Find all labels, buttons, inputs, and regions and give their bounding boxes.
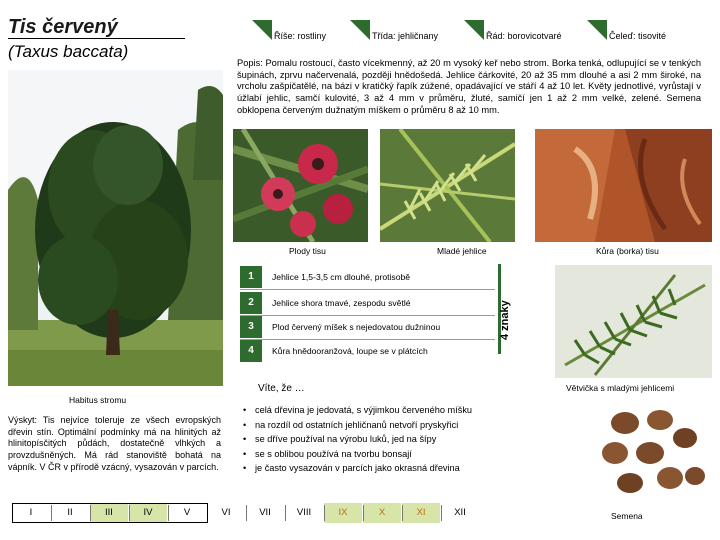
feature-row: [240, 316, 495, 338]
triangle-marker-icon: [464, 20, 484, 40]
feature-row: [240, 292, 495, 314]
months-frame: [12, 503, 208, 523]
taxonomy-label: Řád: borovicotvaré: [486, 31, 562, 41]
feature-text: Jehlice shora tmavé, zespodu světlé: [272, 298, 411, 308]
bark-caption: Kůra (borka) tisu: [596, 246, 659, 256]
latin-name: (Taxus baccata): [8, 42, 129, 61]
fact-text: je často vysazován v parcích jako okrasná dřevina: [255, 463, 460, 474]
feature-number: 4: [240, 340, 262, 362]
month-cell: V: [183, 507, 191, 518]
month-cell: VI: [221, 507, 231, 518]
facts-title: Víte, že …: [258, 383, 305, 394]
feature-text: Jehlice 1,5-3,5 cm dlouhé, protisobě: [272, 272, 411, 282]
needles-caption: Mladé jehlice: [437, 246, 487, 256]
month-cell: IX: [324, 503, 362, 523]
seeds-photo: [590, 398, 712, 507]
taxonomy-label: Říše: rostliny: [274, 31, 327, 41]
fact-text: celá dřevina je jedovatá, s výjimkou červeného míšku: [255, 405, 473, 415]
month-divider: [363, 505, 364, 521]
facts-list: [243, 403, 472, 476]
bullet-icon: •: [243, 463, 247, 474]
twigs-caption: Větvička s mladými jehlicemi: [566, 383, 675, 393]
habitus-caption: Habitus stromu: [69, 395, 127, 405]
feature-text: Plod červený míšek s nejedovatou dužninou: [272, 322, 441, 332]
month-cell: XII: [454, 507, 466, 518]
month-cell: XI: [402, 503, 440, 523]
description-text: Popis: Pomalu rostoucí, často vícekmenný, až 20 m vysoký keř nebo strom. Borka tenká, odlupující se v tenkých šupinách, zprvu načervenalá, později hnědošedá. Jehlice čárkovité, 20 až 35 mm dlouhé a asi 2 mm široké, na vrcholu zašpičatělé, na bázi v kratičký řapík zúžené, opadávající ve stáří 4 až 10 let. Květy jednotlivé, vyrůstají v úžlabí jehlic, samčí kulovité, 3 až 4 mm v průměru, žluté, samičí jen 1 až 2 mm velké, zelené. Semena obklopena červeným dužnatým míškem o průměru 8 až 10 mm.: [237, 58, 701, 115]
feature-number: 3: [240, 316, 262, 338]
month-divider: [285, 505, 286, 521]
occurrence-text: Výskyt: Tis nejvíce toleruje ze všech evropských dřevin stín. Optimální podmínky má na hlinitých až hlinitopísčitých půdách, dostatečně vlhkých a provzdušněných. Má rád stanoviště bohatá na vápník. V ČR v přírodě vzácný, vysazován v parcích.: [8, 415, 221, 472]
month-cell: II: [67, 507, 73, 518]
triangle-marker-icon: [587, 20, 607, 40]
bullet-icon: •: [243, 419, 247, 430]
month-cell: I: [29, 507, 33, 518]
page-title: Tis červený: [8, 16, 185, 39]
bullet-icon: •: [243, 448, 247, 459]
triangle-marker-icon: [252, 20, 272, 40]
taxonomy-label: Třída: jehličnany: [372, 31, 439, 41]
fruits-caption: Plody tisu: [289, 246, 326, 256]
fruits-photo: [233, 129, 368, 242]
fact-text: se dříve používal na výrobu luků, jed na šípy: [255, 434, 437, 445]
month-cell: IV: [129, 503, 167, 523]
feature-row: [240, 266, 495, 288]
list-item: [243, 403, 472, 418]
list-item: [243, 418, 472, 433]
habitus-photo: [8, 70, 223, 386]
bullet-icon: •: [243, 405, 247, 415]
fact-text: se s oblibou používá na tvorbu bonsají: [255, 448, 412, 459]
month-cell: III: [90, 503, 128, 523]
twigs-photo: [555, 265, 712, 378]
taxonomy-label: Čeleď: tisovité: [609, 31, 667, 41]
month-divider: [324, 505, 325, 521]
seeds-caption: Semena: [611, 511, 643, 521]
triangle-marker-icon: [350, 20, 370, 40]
month-divider: [441, 505, 442, 521]
month-cell: VIII: [296, 507, 312, 518]
needles-photo: [380, 129, 515, 242]
month-divider: [246, 505, 247, 521]
feature-text: Kůra hnědooranžová, loupe se v plátcích: [272, 346, 428, 356]
feature-number: 1: [240, 266, 262, 288]
divider: [240, 289, 495, 290]
month-cell: VII: [259, 507, 271, 518]
feature-number: 2: [240, 292, 262, 314]
list-item: [243, 461, 472, 476]
feature-row: [240, 340, 495, 362]
fact-text: na rozdíl od ostatních jehličnanů netvoří pryskyřici: [255, 419, 459, 430]
month-cell: X: [363, 503, 401, 523]
list-item: [243, 432, 472, 447]
month-divider: [402, 505, 403, 521]
features-side-label: 4 znaky: [499, 300, 511, 340]
bark-photo: [535, 129, 712, 242]
bullet-icon: •: [243, 434, 247, 445]
list-item: [243, 447, 472, 462]
